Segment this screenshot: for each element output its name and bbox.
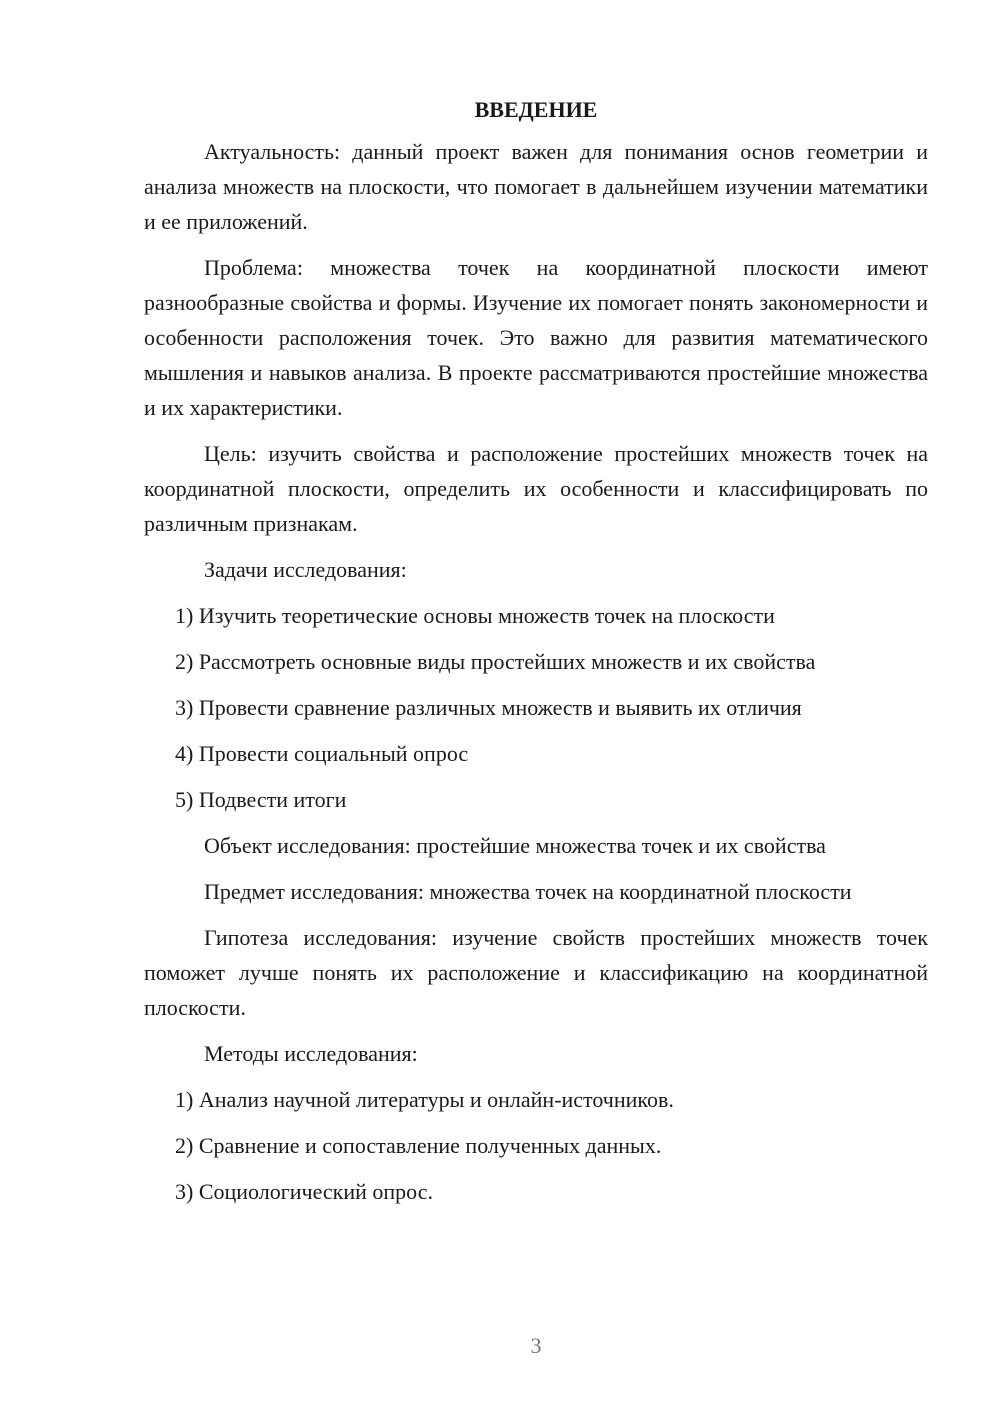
- method-item: 2) Сравнение и сопоставление полученных данных.: [175, 1133, 662, 1158]
- method-item: 1) Анализ научной литературы и онлайн-источников.: [175, 1087, 674, 1112]
- methods-heading: Методы исследования:: [204, 1041, 418, 1066]
- method-item: 3) Социологический опрос.: [175, 1179, 433, 1204]
- task-item: 3) Провести сравнение различных множеств и выявить их отличия: [175, 695, 802, 720]
- page-number: 3: [530, 1333, 542, 1358]
- hypothesis-paragraph: Гипотеза исследования: изучение свойств простейших множеств точек поможет лучше понять их расположение и классификацию на координатной плоскости.: [144, 925, 928, 1020]
- task-item: 1) Изучить теоретические основы множеств точек на плоскости: [175, 603, 775, 628]
- object-paragraph: Объект исследования: простейшие множества точек и их свойства: [204, 833, 826, 858]
- task-item: 4) Провести социальный опрос: [175, 741, 469, 766]
- subject-paragraph: Предмет исследования: множества точек на координатной плоскости: [204, 879, 852, 904]
- relevance-paragraph: Актуальность: данный проект важен для понимания основ геометрии и анализа множеств на плоскости, что помогает в дальнейшем изучении математики и ее приложений.: [144, 139, 928, 234]
- tasks-heading: Задачи исследования:: [204, 557, 407, 582]
- page-content: [144, 92, 928, 1220]
- page-heading: ВВЕДЕНИЕ: [474, 97, 598, 122]
- problem-paragraph: Проблема: множества точек на координатной плоскости имеют разнообразные свойства и формы. Изучение их помогает понять закономерности и особенности расположения точек. Это важно для развития математического мышления и навыков анализа. В проекте рассматриваются простейшие множества и их характеристики.: [144, 255, 928, 420]
- task-item: 5) Подвести итоги: [175, 787, 347, 812]
- task-item: 2) Рассмотреть основные виды простейших множеств и их свойства: [175, 649, 816, 674]
- goal-paragraph: Цель: изучить свойства и расположение простейших множеств точек на координатной плоскости, определить их особенности и классифицировать по различным признакам.: [144, 441, 928, 536]
